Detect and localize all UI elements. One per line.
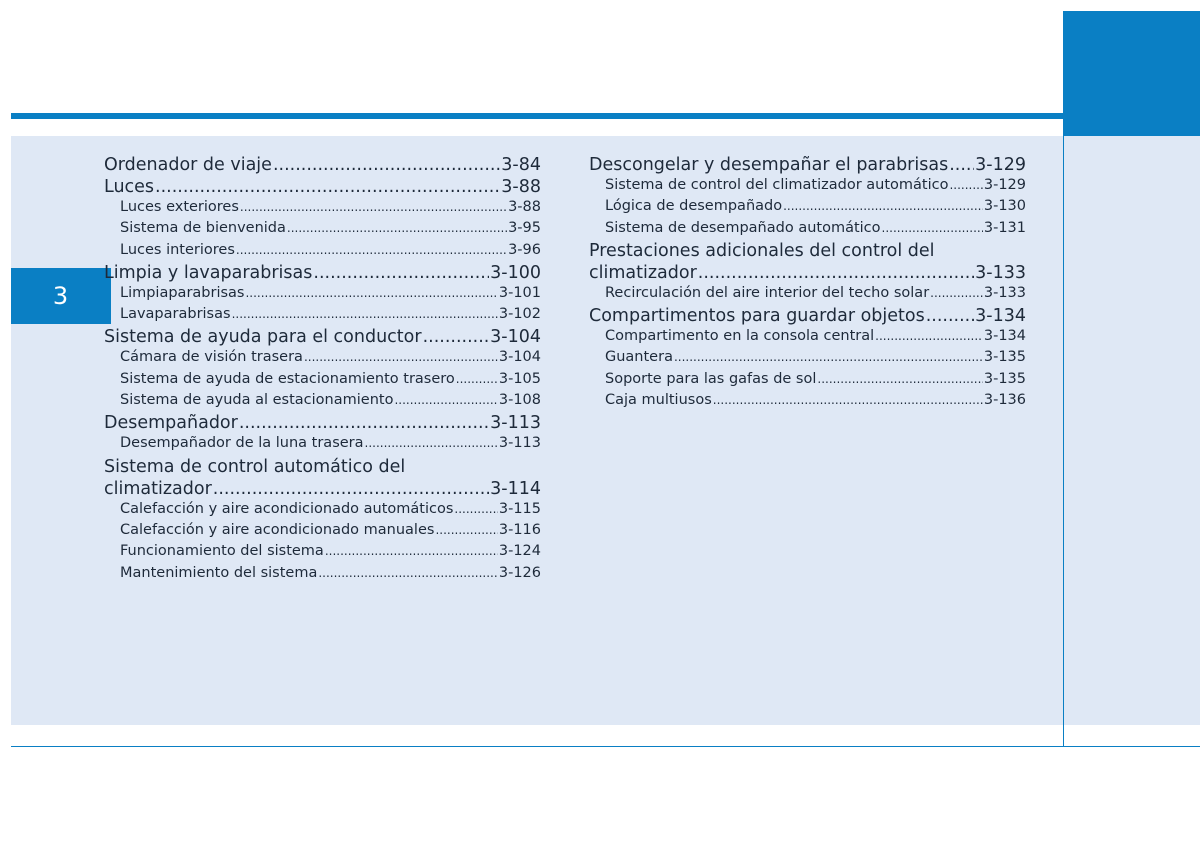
toc-subentry[interactable] [104, 501, 541, 522]
leader-dots [454, 501, 497, 517]
toc-entry-page: 3-114 [490, 478, 541, 499]
toc-entry-title: Ordenador de viaje [104, 155, 272, 175]
leader-dots [304, 349, 498, 365]
toc-entry-page: 3-104 [490, 327, 541, 348]
toc-entry-title: Prestaciones adicionales del control del [589, 240, 935, 261]
header-rule [11, 113, 1063, 119]
toc-entry[interactable] [589, 155, 1026, 177]
toc-subentry[interactable] [104, 522, 541, 543]
toc-entry-page: 3-126 [498, 564, 541, 581]
leader-dots [930, 285, 983, 301]
toc-entry-page: 3-95 [508, 220, 541, 237]
leader-dots [817, 371, 982, 387]
chapter-tab [11, 268, 111, 324]
leader-dots [423, 327, 490, 347]
toc-entry-title: Sistema de bienvenida [120, 220, 286, 237]
leader-dots [232, 306, 498, 322]
toc-subentry[interactable] [104, 220, 541, 241]
toc-subentry[interactable] [104, 349, 541, 370]
toc-entry-title: Calefacción y aire acondicionado automáticos [120, 500, 454, 517]
toc-entry-title-line[interactable] [589, 241, 1026, 263]
toc-subentry[interactable] [589, 328, 1026, 349]
toc-entry[interactable] [589, 263, 1026, 285]
toc-entry-title: climatizador [104, 478, 212, 499]
toc-subentry[interactable] [104, 371, 541, 392]
toc-entry[interactable] [589, 306, 1026, 328]
leader-dots [698, 263, 974, 283]
toc-entry[interactable] [104, 413, 541, 435]
toc-entry[interactable] [104, 479, 541, 501]
toc-entry-page: 3-88 [501, 177, 541, 197]
toc-entry-page: 3-113 [498, 435, 541, 452]
toc-column-right [589, 155, 1026, 413]
leader-dots [949, 177, 982, 193]
leader-dots [926, 306, 974, 326]
leader-dots [949, 155, 974, 175]
toc-entry-page: 3-113 [490, 413, 541, 434]
toc-subentry[interactable] [589, 220, 1026, 241]
toc-entry-page: 3-124 [498, 543, 541, 560]
toc-subentry[interactable] [104, 285, 541, 306]
toc-entry-page: 3-101 [498, 284, 541, 301]
toc-entry-page: 3-100 [490, 262, 541, 283]
toc-entry-page: 3-131 [983, 219, 1026, 236]
toc-entry-title: Lógica de desempañado [605, 198, 783, 215]
toc-subentry[interactable] [104, 242, 541, 263]
toc-entry-title: Compartimentos para guardar objetos [589, 306, 925, 327]
toc-entry-title: Caja multiusos [605, 392, 712, 409]
toc-entry-page: 3-115 [498, 500, 541, 517]
leader-dots [287, 220, 507, 236]
toc-entry-title: Limpiaparabrisas [120, 284, 245, 301]
toc-subentry[interactable] [104, 199, 541, 220]
toc-entry-title: Sistema de ayuda al estacionamiento [120, 392, 394, 409]
toc-entry-page: 3-108 [498, 392, 541, 409]
leader-dots [882, 220, 983, 236]
toc-entry-title: Mantenimiento del sistema [120, 564, 318, 581]
leader-dots [240, 199, 507, 215]
toc-entry-page: 3-134 [975, 306, 1026, 327]
toc-entry-title: Luces exteriores [120, 199, 239, 215]
toc-column-left [104, 155, 541, 586]
toc-subentry[interactable] [589, 198, 1026, 219]
toc-entry-page: 3-88 [508, 199, 541, 215]
leader-dots [875, 328, 983, 344]
toc-entry-page: 3-136 [983, 392, 1026, 409]
chapter-number: 3 [52, 282, 69, 310]
leader-dots [325, 543, 498, 559]
leader-dots [365, 435, 498, 451]
toc-subentry[interactable] [589, 285, 1026, 306]
toc-subentry[interactable] [589, 349, 1026, 370]
toc-entry-title: Soporte para las gafas de sol [605, 370, 817, 387]
toc-entry-page: 3-104 [498, 349, 541, 366]
leader-dots [313, 263, 489, 283]
toc-subentry[interactable] [589, 371, 1026, 392]
toc-subentry[interactable] [104, 543, 541, 564]
toc-entry-title: Sistema de ayuda para el conductor [104, 327, 422, 348]
leader-dots [155, 177, 500, 197]
toc-entry-page: 3-102 [498, 306, 541, 323]
toc-subentry[interactable] [589, 177, 1026, 198]
toc-entry-page: 3-96 [508, 241, 541, 258]
leader-dots [273, 155, 500, 175]
leader-dots [783, 198, 983, 214]
toc-entry-title: Descongelar y desempañar el parabrisas [589, 155, 949, 175]
toc-entry[interactable] [104, 263, 541, 285]
toc-entry-page: 3-129 [983, 177, 1026, 193]
toc-entry-page: 3-135 [983, 370, 1026, 387]
toc-entry-title: Luces [104, 177, 155, 197]
footer-rule [11, 746, 1200, 747]
margin-divider [1063, 136, 1064, 746]
toc-subentry[interactable] [104, 306, 541, 327]
toc-entry-title: Calefacción y aire acondicionado manuales [120, 521, 435, 538]
leader-dots [394, 392, 497, 408]
leader-dots [456, 371, 498, 387]
margin-strip [1063, 136, 1200, 725]
leader-dots [435, 522, 497, 538]
toc-entry-title: Sistema de desempañado automático [605, 219, 881, 236]
toc-entry-page: 3-129 [975, 155, 1026, 175]
toc-entry-title: Sistema de control automático del [104, 456, 406, 477]
corner-color-block [1063, 11, 1200, 136]
toc-entry-title: Funcionamiento del sistema [120, 543, 324, 560]
toc-entry-title: Recirculación del aire interior del techo solar [605, 284, 930, 301]
toc-entry-title: Desempañador de la luna trasera [120, 435, 364, 452]
leader-dots [239, 413, 489, 433]
toc-subentry[interactable] [104, 565, 541, 586]
toc-subentry[interactable] [104, 435, 541, 456]
toc-entry-title: Sistema de ayuda de estacionamiento trasero [120, 370, 455, 387]
toc-entry-page: 3-133 [983, 284, 1026, 301]
leader-dots [236, 242, 507, 258]
toc-subentry[interactable] [104, 392, 541, 413]
leader-dots [713, 392, 983, 408]
toc-entry-title: Cámara de visión trasera [120, 349, 303, 366]
toc-entry-title-line[interactable] [104, 457, 541, 479]
toc-subentry[interactable] [589, 392, 1026, 413]
leader-dots [213, 479, 489, 499]
toc-entry-page: 3-135 [983, 349, 1026, 366]
toc-entry-title: Sistema de control del climatizador automático [605, 177, 949, 193]
toc-entry-page: 3-133 [975, 262, 1026, 283]
toc-entry[interactable] [104, 177, 541, 199]
toc-entry-page: 3-134 [983, 328, 1026, 345]
toc-entry-title: Limpia y lavaparabrisas [104, 262, 313, 283]
leader-dots [674, 349, 983, 365]
toc-entry[interactable] [104, 155, 541, 177]
toc-entry-title: climatizador [589, 262, 697, 283]
toc-entry-title: Compartimento en la consola central [605, 328, 875, 345]
toc-entry-title: Lavaparabrisas [120, 306, 231, 323]
leader-dots [318, 565, 498, 581]
toc-entry-title: Desempañador [104, 413, 238, 434]
toc-entry-page: 3-130 [983, 198, 1026, 215]
toc-entry-page: 3-84 [501, 155, 541, 175]
leader-dots [245, 285, 497, 301]
toc-entry-page: 3-105 [498, 370, 541, 387]
toc-entry-title: Luces interiores [120, 241, 235, 258]
toc-entry-page: 3-116 [498, 521, 541, 538]
toc-entry[interactable] [104, 327, 541, 349]
toc-entry-title: Guantera [605, 349, 673, 366]
